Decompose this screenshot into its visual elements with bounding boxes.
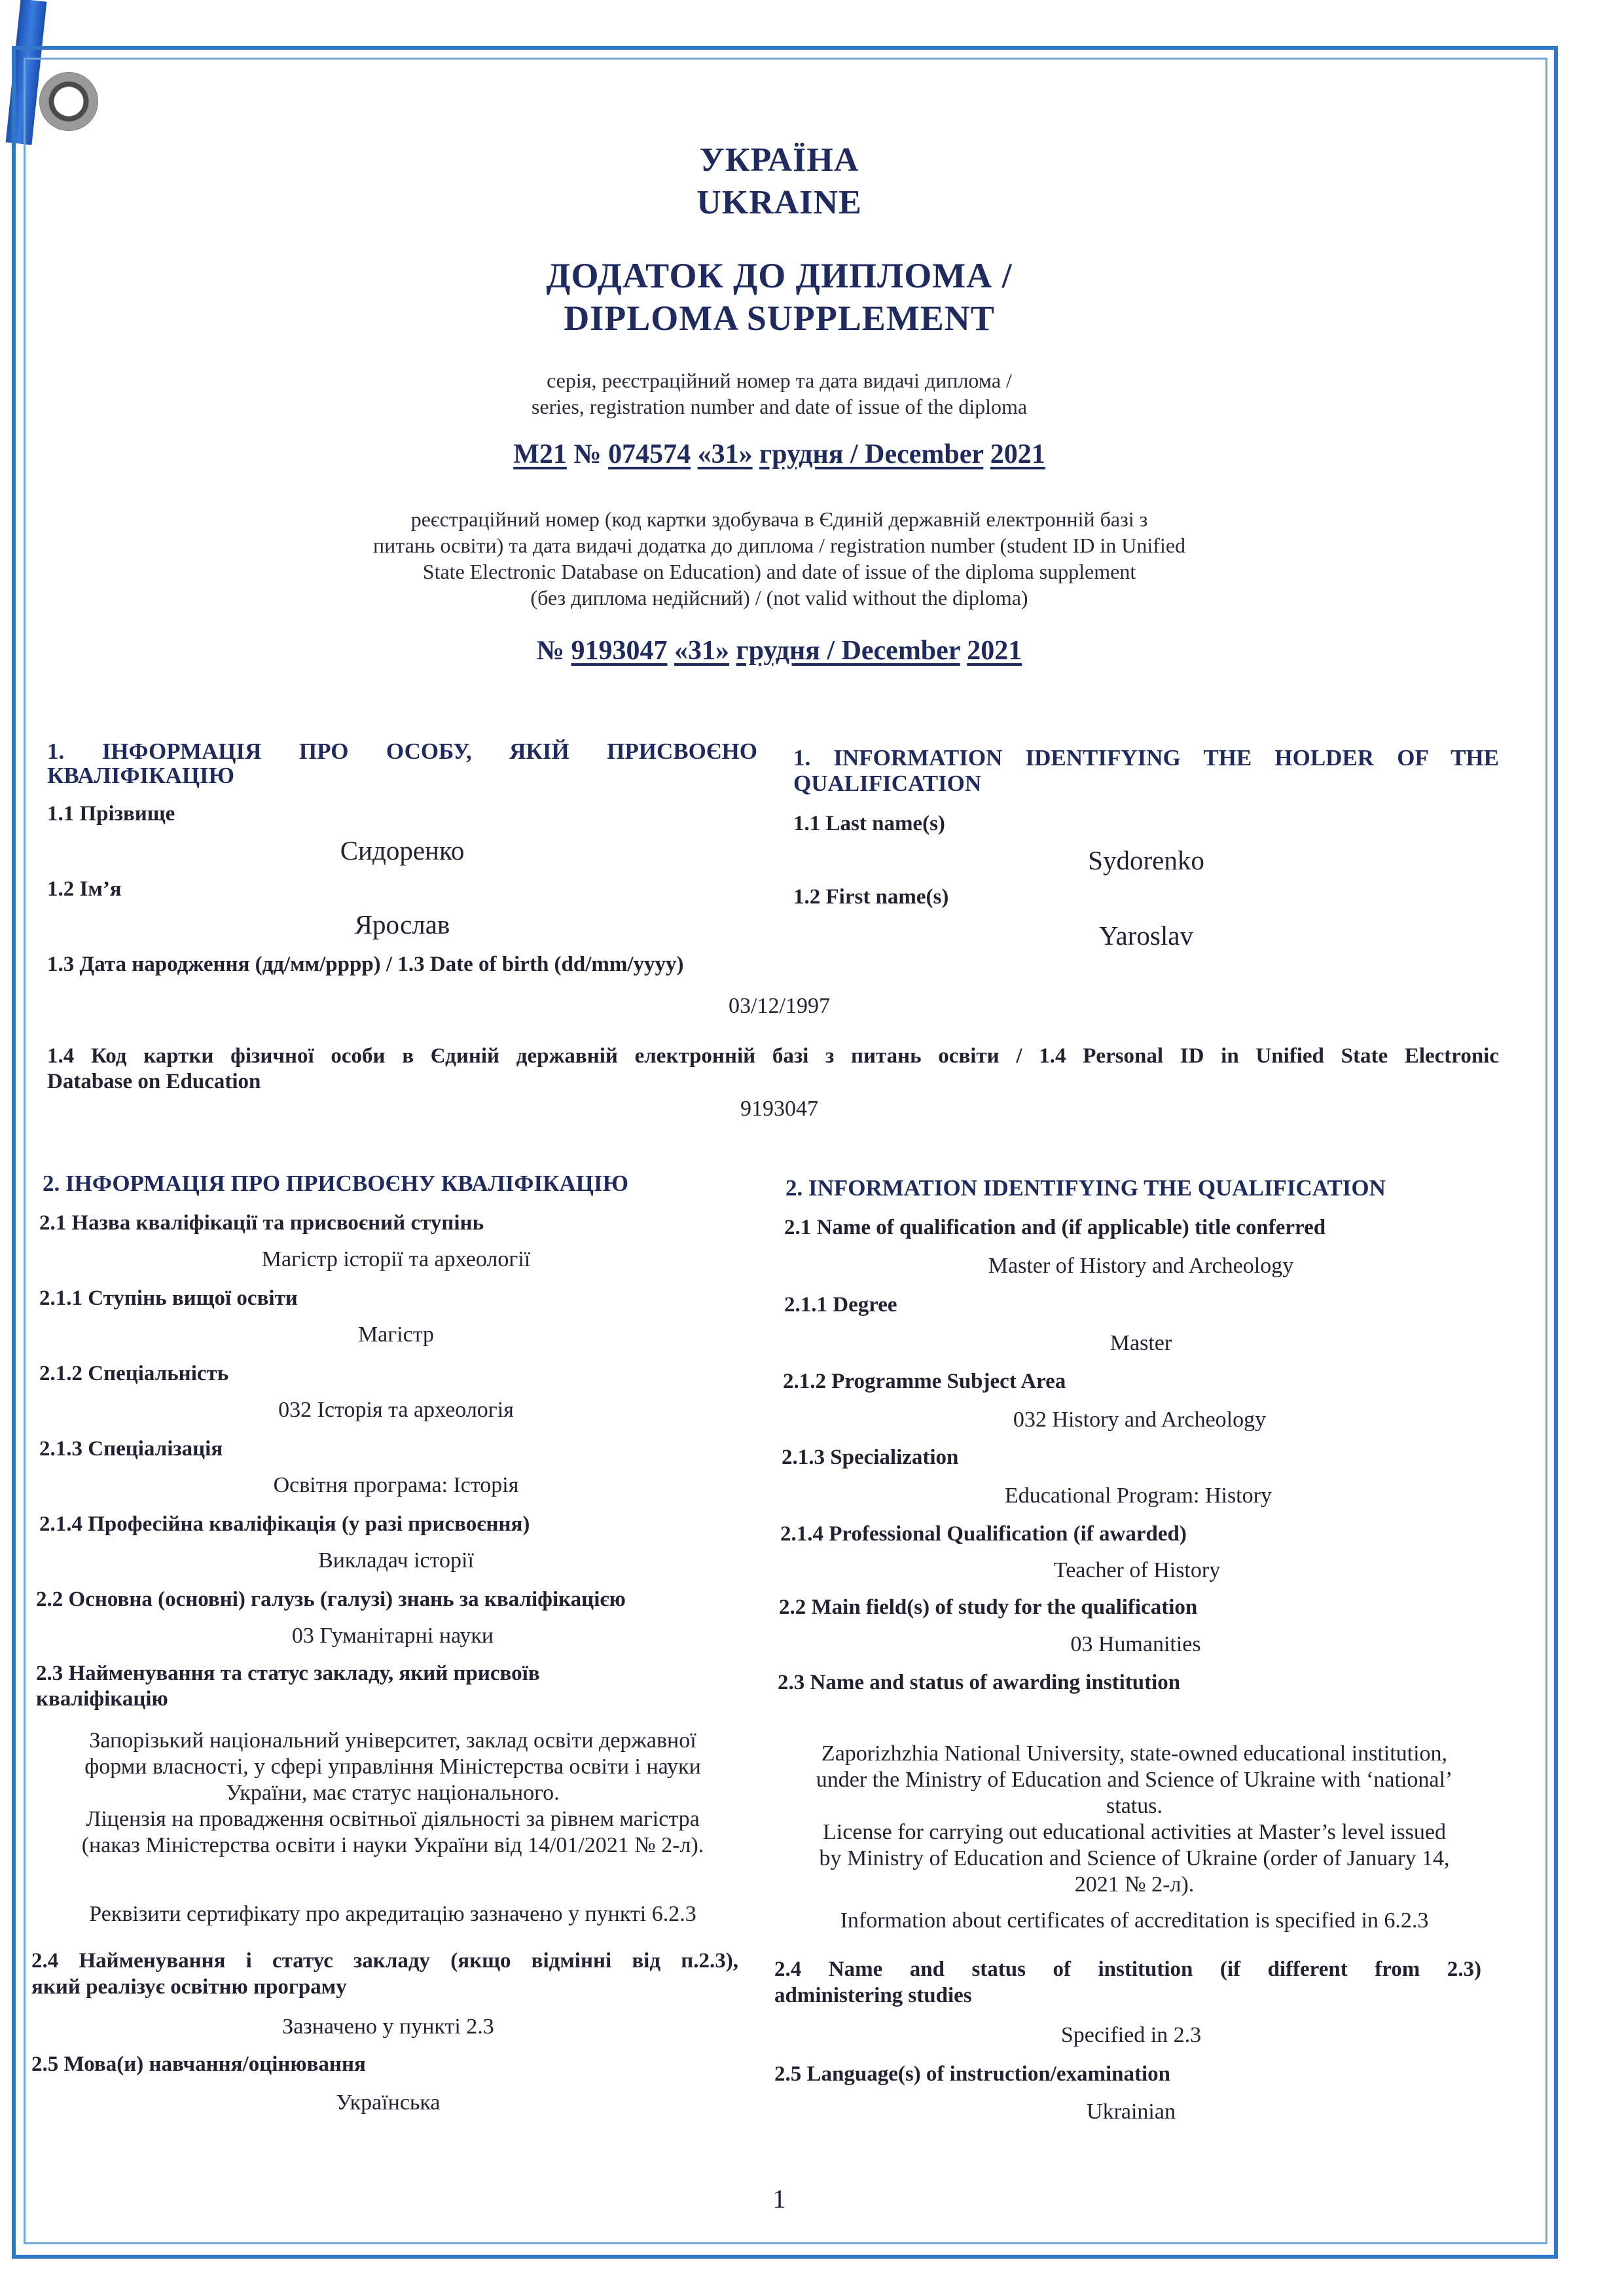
- s23-p1-ua-line3: України, має статус національного.: [226, 1781, 560, 1805]
- pid-value: 9193047: [740, 1097, 818, 1121]
- s22-value-en: 03 Humanities: [1070, 1632, 1201, 1656]
- s22-value-ua: 03 Гуманітарні науки: [291, 1624, 494, 1648]
- section1-heading-en-line2: QUALIFICATION: [793, 771, 982, 796]
- diploma-number: 074574: [608, 439, 691, 469]
- reg-caption-1: реєстраційний номер (код картки здобувача в Єдиній державній електронній базі з: [410, 507, 1148, 531]
- country-ua: УКРАЇНА: [699, 141, 859, 179]
- supplement-number-line: [0, 635, 1559, 666]
- s23-p2-en-line1: License for carrying out educational activities at Master’s level issued: [823, 1820, 1446, 1844]
- s23-p2-en-line3: 2021 № 2-л).: [1074, 1872, 1195, 1897]
- s25-label-ua: 2.5 Мова(и) навчання/оцінювання: [31, 2052, 366, 2076]
- dob-value: 03/12/1997: [729, 994, 830, 1018]
- s21-label-ua: 2.1 Назва кваліфікації та присвоєний ступінь: [39, 1211, 484, 1235]
- s212-value-en: 032 History and Archeology: [1013, 1408, 1267, 1432]
- first-name-value-ua: Ярослав: [354, 909, 450, 939]
- s23-label-ua-line1: 2.3 Найменування та статус закладу, який присвоїв: [36, 1662, 540, 1685]
- diploma-no-sign: №: [573, 439, 602, 469]
- s214-label-en: 2.1.4 Professional Qualification (if awarded): [780, 1522, 1187, 1546]
- country-en: UKRAINE: [696, 184, 862, 221]
- diploma-year: 2021: [990, 439, 1045, 469]
- s213-label-ua: 2.1.3 Спеціалізація: [39, 1437, 223, 1461]
- section2-heading-en: 2. INFORMATION IDENTIFYING THE QUALIFICATION: [785, 1175, 1386, 1201]
- s24-label-ua-line2: який реалізує освітню програму: [31, 1975, 347, 1999]
- s211-value-en: Master: [1110, 1331, 1172, 1355]
- s211-label-en: 2.1.1 Degree: [784, 1293, 897, 1317]
- s212-label-ua: 2.1.2 Спеціальність: [39, 1362, 229, 1385]
- s213-label-en: 2.1.3 Specialization: [782, 1446, 959, 1469]
- first-name-label-ua: 1.2 Ім’я: [47, 877, 122, 901]
- diploma-number-line: [0, 439, 1559, 470]
- diploma-month: грудня / December: [759, 439, 984, 469]
- diploma-series: М21: [513, 439, 567, 469]
- s212-label-en: 2.1.2 Programme Subject Area: [783, 1370, 1066, 1393]
- s211-value-ua: Магістр: [357, 1322, 435, 1347]
- page-number: 1: [772, 2184, 786, 2214]
- s24-label-en-line1: 2.4 Name and status of institution (if different from 2.3): [774, 1958, 1481, 1981]
- s212-value-ua: 032 Історія та археологія: [278, 1398, 514, 1422]
- last-name-value-en: Sydorenko: [1088, 845, 1204, 875]
- last-name-value-ua: Сидоренко: [340, 835, 465, 866]
- s23-p3-ua: Реквізити сертифікату про акредитацію зазначено у пункті 6.2.3: [89, 1902, 696, 1926]
- s22-label-ua: 2.2 Основна (основні) галузь (галузі) знань за кваліфікацією: [36, 1588, 626, 1611]
- s25-value-en: Ukrainian: [1087, 2100, 1176, 2124]
- section1-heading-ua-line2: КВАЛІФІКАЦІЮ: [47, 763, 235, 788]
- s214-label-ua: 2.1.4 Професійна кваліфікація (у разі присвоєння): [39, 1512, 530, 1536]
- s25-value-ua: Українська: [336, 2090, 441, 2115]
- dob-label: 1.3 Дата народження (дд/мм/рррр) / 1.3 Date of birth (dd/mm/yyyy): [47, 953, 684, 976]
- reg-caption-4: (без диплома недійсний) / (not valid without the diploma): [530, 586, 1028, 610]
- section1-heading-en-line1: 1. INFORMATION IDENTIFYING THE HOLDER OF THE: [793, 745, 1499, 771]
- s23-p1-en-line2: under the Ministry of Education and Science of Ukraine with ‘national’: [816, 1768, 1453, 1792]
- s21-value-en: Master of History and Archeology: [988, 1254, 1294, 1278]
- supplement-day: «31»: [674, 636, 729, 666]
- s23-p1-ua-line2: форми власності, у сфері управління Міністерства освіти і науки: [84, 1755, 701, 1779]
- s214-value-ua: Викладач історії: [318, 1548, 474, 1573]
- section2-heading-ua: 2. ІНФОРМАЦІЯ ПРО ПРИСВОЄНУ КВАЛІФІКАЦІЮ: [43, 1171, 628, 1196]
- s25-label-en: 2.5 Language(s) of instruction/examination: [774, 2062, 1171, 2086]
- s23-p2-en-line2: by Ministry of Education and Science of Ukraine (order of January 14,: [819, 1846, 1450, 1870]
- supplement-month: грудня / December: [736, 636, 960, 666]
- last-name-label-ua: 1.1 Прізвище: [47, 802, 175, 826]
- s24-label-ua-line1: 2.4 Найменування і статус закладу (якщо відмінні від п.2.3),: [31, 1949, 738, 1973]
- s23-label-ua-line2: кваліфікацію: [36, 1687, 168, 1711]
- s211-label-ua: 2.1.1 Ступінь вищої освіти: [39, 1286, 298, 1310]
- first-name-value-en: Yaroslav: [1099, 920, 1193, 951]
- s213-value-en: Educational Program: History: [1005, 1484, 1272, 1508]
- s24-label-en-line2: administering studies: [774, 1984, 972, 2007]
- s21-label-en: 2.1 Name of qualification and (if applicable) title conferred: [784, 1216, 1326, 1239]
- title-ua: ДОДАТОК ДО ДИПЛОМА /: [546, 256, 1013, 295]
- supplement-year: 2021: [967, 636, 1022, 666]
- s21-value-ua: Магістр історії та археології: [261, 1247, 531, 1271]
- series-caption-ua: серія, реєстраційний номер та дата видачі диплома /: [547, 369, 1012, 392]
- supplement-number: 9193047: [571, 636, 668, 666]
- pid-label-line1: 1.4 Код картки фізичної особи в Єдиній державній електронній базі з питань освіти / 1.4 Personal ID in Unified State Electronic: [47, 1044, 1499, 1068]
- s23-p2-ua-line1: Ліцензія на провадження освітньої діяльності за рівнем магістра: [86, 1807, 700, 1831]
- s213-value-ua: Освітня програма: Історія: [273, 1473, 519, 1497]
- title-en: DIPLOMA SUPPLEMENT: [564, 299, 995, 338]
- s23-label-en: 2.3 Name and status of awarding institution: [778, 1671, 1181, 1694]
- s23-p1-en-line3: status.: [1106, 1794, 1163, 1818]
- s24-value-en: Specified in 2.3: [1060, 2023, 1202, 2047]
- reg-caption-3: State Electronic Database on Education) and date of issue of the diploma supplement: [422, 560, 1136, 583]
- reg-caption-2: питань освіти) та дата видачі додатка до диплома / registration number (student ID in Unified: [372, 534, 1186, 557]
- s23-p3-en: Information about certificates of accreditation is specified in 6.2.3: [840, 1908, 1429, 1933]
- s24-value-ua: Зазначено у пункті 2.3: [282, 2014, 494, 2039]
- s22-label-en: 2.2 Main field(s) of study for the qualification: [779, 1595, 1198, 1619]
- series-caption-en: series, registration number and date of issue of the diploma: [531, 395, 1028, 418]
- supplement-no-sign: №: [536, 636, 564, 666]
- section1-heading-ua-line1: 1. ІНФОРМАЦІЯ ПРО ОСОБУ, ЯКІЙ ПРИСВОЄНО: [47, 738, 757, 764]
- s214-value-en: Teacher of History: [1053, 1558, 1221, 1582]
- pid-label-line2: Database on Education: [47, 1070, 261, 1093]
- diploma-day: «31»: [697, 439, 753, 469]
- s23-p1-ua-line1: Запорізький національний університет, заклад освіти державної: [89, 1728, 696, 1753]
- first-name-label-en: 1.2 First name(s): [793, 885, 949, 909]
- s23-p2-ua-line2: (наказ Міністерства освіти і науки України від 14/01/2021 № 2-л).: [81, 1833, 704, 1857]
- s23-p1-en-line1: Zaporizhzhia National University, state-owned educational institution,: [821, 1741, 1448, 1766]
- last-name-label-en: 1.1 Last name(s): [793, 812, 945, 835]
